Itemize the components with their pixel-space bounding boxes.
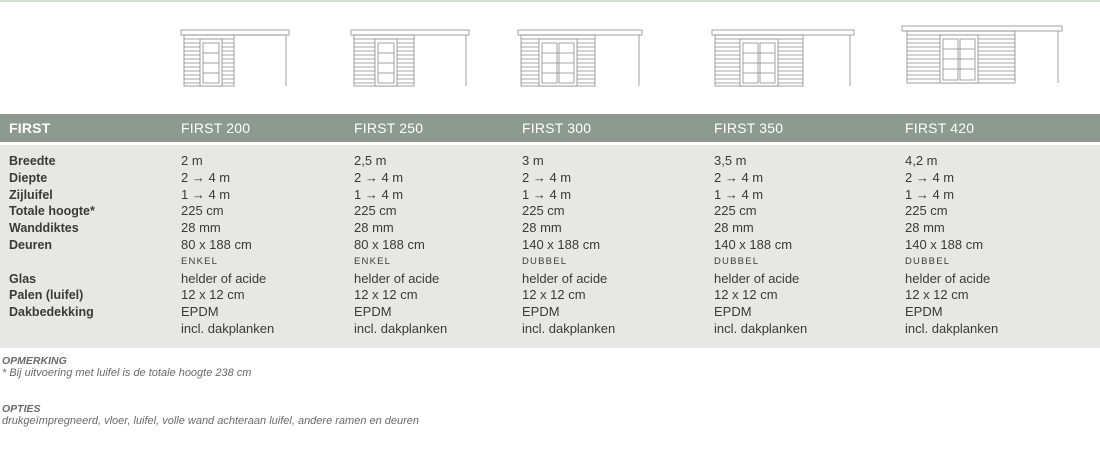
spec-label-column [9,153,95,338]
spec-value: incl. dakplanken [354,320,448,336]
spec-value: 2 → 4 m [181,169,231,185]
spec-value: 12 x 12 cm [354,287,418,303]
spec-value: 28 mm [181,220,221,236]
spec-table [0,145,1100,348]
remark-title: OPMERKING [2,355,67,367]
remark-text: * Bij uitvoering met luifel is de totale hoogte 238 cm [2,367,252,379]
spec-value: 2 m [181,153,203,168]
spec-value: helder of acide [905,270,991,286]
spec-value: incl. dakplanken [905,320,999,336]
spec-value: 12 x 12 cm [522,287,586,303]
spec-value: 2 → 4 m [905,169,955,185]
spec-value: 12 x 12 cm [181,287,245,303]
spec-label: Wanddiktes [9,221,79,236]
spec-value: 12 x 12 cm [905,287,969,303]
spec-value: 1 → 4 m [181,186,231,202]
model-header-first-350: FIRST 350 [714,120,784,136]
spec-value: 225 cm [354,203,397,219]
door-type: DUBBEL [522,255,568,267]
spec-value: 2 → 4 m [714,169,764,185]
model-header-first-250: FIRST 250 [354,120,424,136]
remark-block [2,355,251,379]
spec-label: Palen (luifel) [9,288,84,303]
spec-value: helder of acide [181,270,267,286]
garden-house-drawing-first-250 [350,22,472,88]
spec-column-first-300 [522,153,615,338]
spec-value: helder of acide [354,270,440,286]
door-type: DUBBEL [714,255,760,267]
spec-value: 2 → 4 m [354,169,404,185]
garden-house-drawing-first-350 [710,22,858,88]
options-block [2,403,419,427]
spec-value: helder of acide [522,270,608,286]
spec-value: 2 → 4 m [522,169,572,185]
spec-column-first-250 [354,153,447,338]
spec-value: 80 x 188 cm [181,236,252,252]
spec-label: Totale hoogte* [9,204,95,219]
garden-house-drawing-first-420 [900,22,1065,88]
spec-value: 225 cm [522,203,565,219]
spec-value: EPDM [522,304,560,320]
spec-value: 225 cm [905,203,948,219]
spec-value: 28 mm [714,220,754,236]
spec-value: 3,5 m [714,153,747,168]
spec-value: 4,2 m [905,153,938,168]
model-header-first-300: FIRST 300 [522,120,592,136]
spec-value: 1 → 4 m [354,186,404,202]
spec-value: 225 cm [714,203,757,219]
spec-value: 12 x 12 cm [714,287,778,303]
spec-value: 1 → 4 m [905,186,955,202]
spec-label: Diepte [9,170,48,185]
spec-value: 3 m [522,153,544,168]
spec-value: 28 mm [905,220,945,236]
model-header-first-200: FIRST 200 [181,120,251,136]
model-header-first-420: FIRST 420 [905,120,975,136]
spec-value: incl. dakplanken [522,320,616,336]
spec-value: incl. dakplanken [181,320,275,336]
model-header-band [0,114,1100,142]
spec-column-first-200 [181,153,274,338]
spec-column-first-350 [714,153,807,338]
door-type: ENKEL [181,255,219,267]
spec-label [9,254,95,271]
spec-value: 28 mm [354,220,394,236]
door-type: ENKEL [354,255,392,267]
spec-label: Breedte [9,154,56,168]
spec-value: EPDM [181,304,219,320]
spec-value: 140 x 188 cm [522,236,601,252]
spec-value: incl. dakplanken [714,320,808,336]
spec-value: EPDM [354,304,392,320]
spec-label: Glas [9,271,37,286]
spec-label: Deuren [9,237,53,252]
spec-value: 225 cm [181,203,224,219]
garden-house-drawing-first-300 [517,22,645,88]
spec-value: 140 x 188 cm [714,236,793,252]
spec-value: 1 → 4 m [714,186,764,202]
spec-label: Dakbedekking [9,305,94,320]
options-title: OPTIES [2,403,41,415]
spec-value: EPDM [905,304,943,320]
spec-label: Zijluifel [9,187,53,202]
door-type: DUBBEL [905,255,951,267]
top-accent-line [0,0,1100,2]
spec-value: helder of acide [714,270,800,286]
garden-house-drawing-first-200 [178,22,293,88]
spec-value: 28 mm [522,220,562,236]
spec-value: 140 x 188 cm [905,236,984,252]
spec-value: EPDM [714,304,752,320]
spec-value: 1 → 4 m [522,186,572,202]
range-label: FIRST [9,120,51,136]
spec-value: 80 x 188 cm [354,236,425,252]
spec-column-first-420 [905,153,998,338]
spec-label [9,321,95,338]
options-text: drukgeïmpregneerd, vloer, luifel, volle wand achteraan luifel, andere ramen en deuren [2,415,420,427]
spec-value: 2,5 m [354,153,387,168]
